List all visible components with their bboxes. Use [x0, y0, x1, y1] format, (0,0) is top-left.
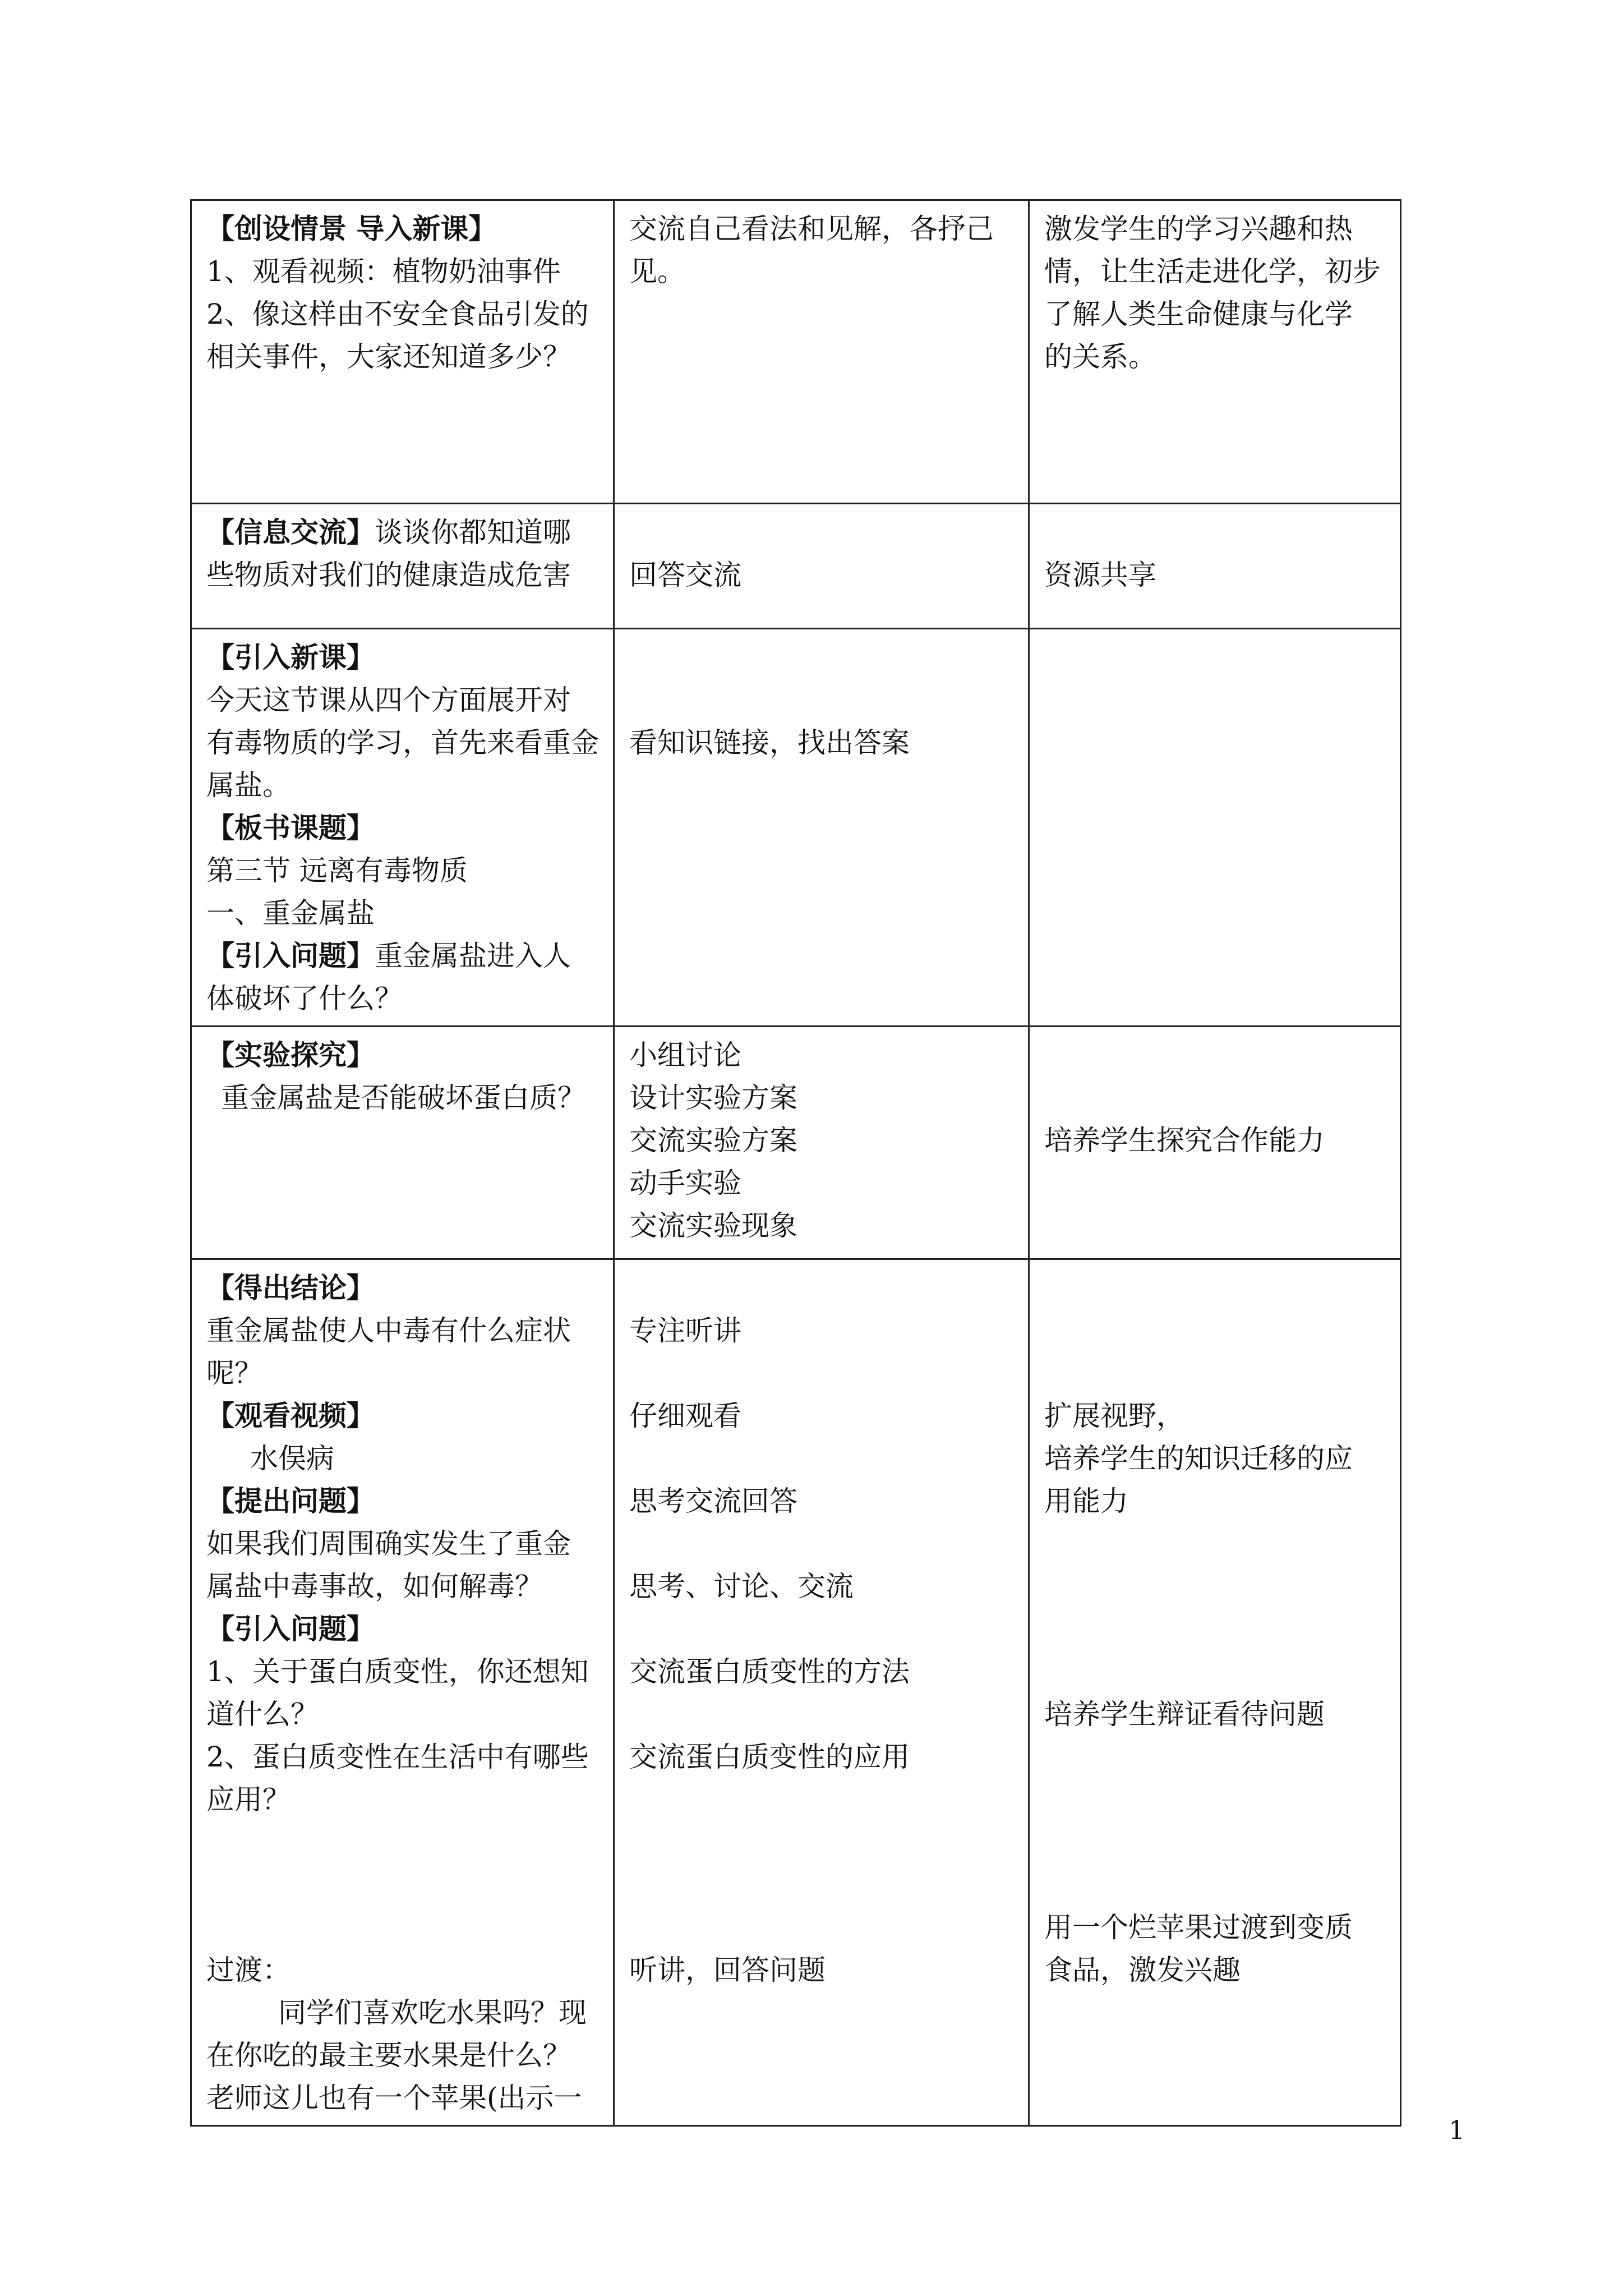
cell-text: 培养学生的知识迁移的应 — [1044, 1442, 1353, 1475]
cell-text: 呢？ — [206, 1357, 262, 1389]
table-row — [191, 629, 1401, 1027]
section-heading: 【观看视频】 — [206, 1399, 375, 1432]
cell-text: 培养学生辩证看待问题 — [1044, 1698, 1325, 1731]
cell-text: 思考交流回答 — [629, 1485, 797, 1517]
cell-text: 重金属盐是否能破坏蛋白质？ — [221, 1082, 585, 1114]
cell-text: 水俣病 — [250, 1442, 334, 1475]
cell-text: 道什么？ — [206, 1698, 319, 1731]
cell-text: 1、观看视频：植物奶油事件 — [206, 255, 561, 288]
cell-text: 有毒物质的学习，首先来看重金 — [206, 726, 599, 759]
cell-text: 交流自己看法和见解，各抒己 — [629, 213, 994, 245]
cell-text: 一、重金属盐 — [206, 897, 375, 930]
teacher-activity-cell — [191, 1259, 614, 2126]
cell-text: 相关事件，大家还知道多少？ — [206, 341, 571, 373]
design-intent-cell — [1029, 629, 1401, 1027]
section-heading: 【板书课题】 — [206, 811, 375, 844]
cell-text: 见。 — [629, 255, 685, 288]
cell-text: 小组讨论 — [629, 1039, 741, 1071]
cell-text: 2、蛋白质变性在生活中有哪些 — [206, 1741, 589, 1773]
table-row — [191, 504, 1401, 629]
cell-text: 思考、讨论、交流 — [629, 1570, 854, 1603]
section-heading: 【实验探究】 — [206, 1038, 375, 1071]
cell-text: 交流实验方案 — [629, 1124, 797, 1157]
cell-text: 激发学生的学习兴趣和热 — [1044, 213, 1353, 245]
teacher-activity-cell — [191, 504, 614, 629]
teacher-activity-cell — [191, 629, 614, 1027]
cell-text: 重金属盐使人中毒有什么症状 — [206, 1314, 571, 1347]
table-row — [191, 1027, 1401, 1259]
cell-text: 仔细观看 — [629, 1400, 741, 1432]
section-heading: 【引入问题】 — [206, 1612, 375, 1645]
section-heading: 【引入问题】 — [206, 939, 375, 972]
cell-text: 【引入问题】重金属盐进入人 — [206, 939, 571, 972]
cell-text: 的关系。 — [1044, 341, 1156, 373]
cell-text: 应用？ — [206, 1783, 291, 1816]
design-intent-cell — [1029, 1027, 1401, 1259]
table-row — [191, 1259, 1401, 2126]
cell-text: 同学们喜欢吃水果吗？现 — [278, 1996, 587, 2029]
lesson-plan-table — [190, 199, 1401, 2127]
cell-text: 2、像这样由不安全食品引发的 — [206, 298, 589, 330]
section-heading: 【创设情景 导入新课】 — [206, 212, 497, 245]
cell-text: 些物质对我们的健康造成危害 — [206, 559, 571, 591]
cell-text: 交流蛋白质变性的方法 — [629, 1655, 910, 1688]
cell-text: 交流实验现象 — [629, 1209, 797, 1242]
design-intent-cell — [1029, 200, 1401, 504]
student-activity-cell — [614, 1027, 1029, 1259]
teacher-activity-cell — [191, 200, 614, 504]
cell-text: 动手实验 — [629, 1167, 741, 1199]
cell-text: 过渡： — [206, 1954, 291, 1986]
cell-text: 设计实验方案 — [629, 1082, 797, 1114]
cell-text: 属盐。 — [206, 769, 291, 802]
cell-text: 资源共享 — [1044, 559, 1156, 591]
cell-text: 老师这儿也有一个苹果(出示一 — [206, 2082, 582, 2114]
cell-text: 了解人类生命健康与化学 — [1044, 298, 1353, 330]
table-row — [191, 200, 1401, 504]
design-intent-cell — [1029, 504, 1401, 629]
cell-text: 1、关于蛋白质变性，你还想知 — [206, 1655, 589, 1688]
cell-text: 今天这节课从四个方面展开对 — [206, 684, 571, 716]
cell-text: 用一个烂苹果过渡到变质 — [1044, 1911, 1353, 1944]
student-activity-cell — [614, 504, 1029, 629]
student-activity-cell — [614, 200, 1029, 504]
cell-text: 看知识链接，找出答案 — [629, 726, 910, 759]
section-heading: 【提出问题】 — [206, 1484, 375, 1517]
teacher-activity-cell — [191, 1027, 614, 1259]
design-intent-cell — [1029, 1259, 1401, 2126]
cell-text: 如果我们周围确实发生了重金 — [206, 1527, 571, 1560]
section-heading: 【得出结论】 — [206, 1271, 375, 1304]
student-activity-cell — [614, 1259, 1029, 2126]
section-heading: 【信息交流】 — [206, 516, 375, 549]
cell-text: 专注听讲 — [629, 1314, 741, 1347]
section-heading: 【引入新课】 — [206, 641, 375, 674]
cell-text: 听讲，回答问题 — [629, 1954, 826, 1986]
cell-text: 属盐中毒事故，如何解毒？ — [206, 1570, 543, 1603]
cell-text: 第三节 远离有毒物质 — [206, 854, 468, 887]
cell-text: 食品，激发兴趣 — [1044, 1954, 1241, 1986]
cell-text: 回答交流 — [629, 559, 741, 591]
cell-text: 情，让生活走进化学，初步 — [1044, 255, 1381, 288]
cell-text: 扩展视野， — [1044, 1400, 1184, 1432]
page-number: 1 — [1449, 2115, 1465, 2145]
cell-text: 交流蛋白质变性的应用 — [629, 1741, 910, 1773]
cell-text: 体破坏了什么？ — [206, 982, 403, 1015]
cell-text: 培养学生探究合作能力 — [1044, 1124, 1325, 1157]
student-activity-cell — [614, 629, 1029, 1027]
cell-text: 用能力 — [1044, 1485, 1128, 1517]
cell-text: 【信息交流】谈谈你都知道哪 — [206, 516, 571, 549]
cell-text: 在你吃的最主要水果是什么？ — [206, 2039, 571, 2072]
